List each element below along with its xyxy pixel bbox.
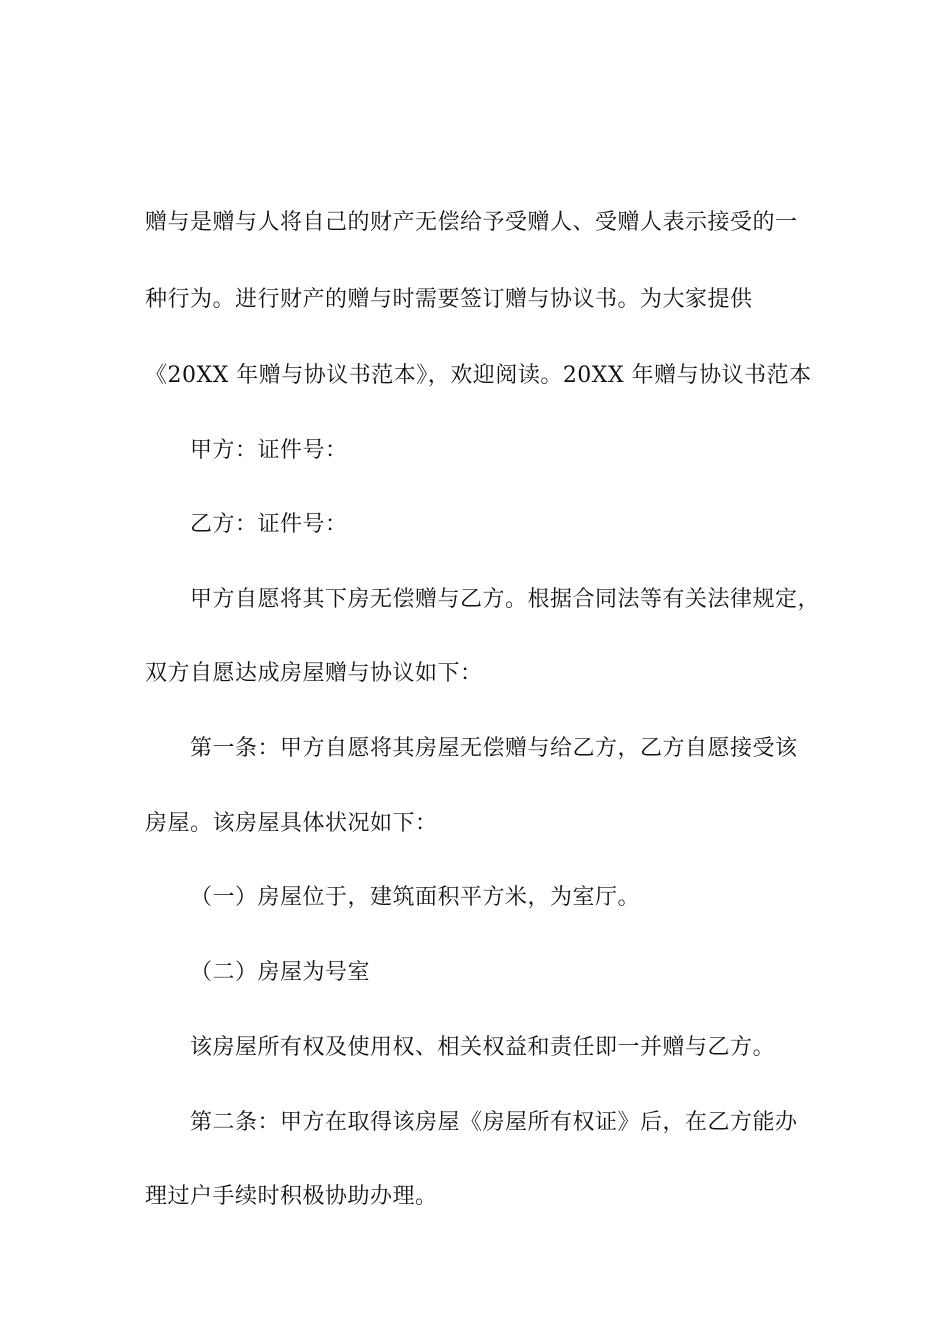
paragraph-line: 赠与是赠与人将自己的财产无偿给予受赠人、受赠人表示接受的一 [145, 210, 798, 235]
article-two-line: 第二条：甲方在取得该房屋《房屋所有权证》后，在乙方能办 [190, 1110, 798, 1135]
paragraph-line: 甲方自愿将其下房无偿赠与乙方。根据合同法等有关法律规定， [190, 587, 821, 612]
paragraph-line: 双方自愿达成房屋赠与协议如下： [145, 661, 483, 686]
party-a-line: 甲方：证件号： [190, 438, 348, 463]
paragraph-line: 该房屋所有权及使用权、相关权益和责任即一并赠与乙方。 [190, 1035, 776, 1060]
paragraph-line: 种行为。进行财产的赠与时需要签订赠与协议书。为大家提供 [145, 287, 753, 312]
paragraph-line: 房屋。该房屋具体状况如下： [145, 811, 438, 836]
paragraph-line: 《20XX 年赠与协议书范本》，欢迎阅读。20XX 年赠与协议书范本 [145, 363, 812, 388]
article-one-line: 第一条：甲方自愿将其房屋无偿赠与给乙方，乙方自愿接受该 [190, 736, 798, 761]
clause-item-one: （一）房屋位于，建筑面积平方米，为室厅。 [190, 885, 641, 910]
clause-item-two: （二）房屋为号室 [190, 960, 371, 985]
paragraph-line: 理过户手续时积极协助办理。 [145, 1184, 438, 1209]
party-b-line: 乙方：证件号： [190, 512, 348, 537]
